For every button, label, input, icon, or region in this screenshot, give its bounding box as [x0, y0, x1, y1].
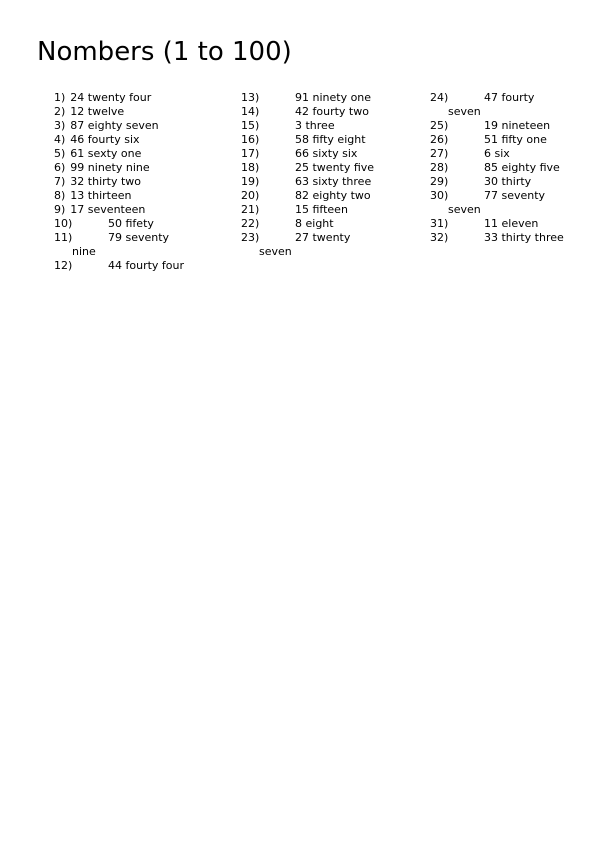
item-text: 6 six: [484, 147, 510, 160]
item-number: 6): [54, 161, 66, 174]
item-text-continuation: seven: [448, 105, 481, 118]
list-item: [241, 91, 426, 105]
item-number: 15): [241, 119, 260, 132]
item-number: 29): [430, 175, 449, 188]
item-number: 18): [241, 161, 260, 174]
list-item: [430, 119, 595, 133]
list-item: [54, 217, 234, 231]
list-item: [54, 175, 234, 189]
item-number: 24): [430, 91, 449, 104]
item-number: 20): [241, 189, 260, 202]
item-number: 27): [430, 147, 449, 160]
list-item: [430, 175, 595, 189]
item-number: 32): [430, 231, 449, 244]
item-text: 27 twenty: [295, 231, 351, 244]
item-text: 44 fourty four: [108, 259, 185, 272]
item-text: 32 thirty two: [70, 175, 142, 188]
item-text-continuation: seven: [448, 203, 481, 216]
list-item: [430, 133, 595, 147]
item-text: 11 eleven: [484, 217, 539, 230]
list-item: [54, 147, 234, 161]
item-text: 3 three: [295, 119, 335, 132]
item-text: 87 eighty seven: [70, 119, 159, 132]
item-text: 30 thirty: [484, 175, 532, 188]
item-text: 33 thirty three: [484, 231, 564, 244]
list-item: [54, 133, 234, 147]
list-item: [241, 231, 426, 259]
item-number: 21): [241, 203, 260, 216]
item-text-continuation: seven: [259, 245, 292, 258]
item-number: 8): [54, 189, 66, 202]
item-number: 1): [54, 91, 66, 104]
list-item: [241, 147, 426, 161]
item-text: 91 ninety one: [295, 91, 372, 104]
item-text: 24 twenty four: [70, 91, 152, 104]
item-number: 5): [54, 147, 66, 160]
item-text: 79 seventy: [108, 231, 170, 244]
item-text: 99 ninety nine: [70, 161, 150, 174]
item-text: 17 seventeen: [70, 203, 146, 216]
item-number: 13): [241, 91, 260, 104]
number-list-column-3: [430, 91, 595, 245]
item-number: 7): [54, 175, 66, 188]
item-text: 51 fifty one: [484, 133, 547, 146]
item-text: 66 sixty six: [295, 147, 358, 160]
item-number: 16): [241, 133, 260, 146]
item-text: 85 eighty five: [484, 161, 560, 174]
number-list-column-1: [54, 91, 234, 273]
list-item: [241, 217, 426, 231]
list-item: [241, 105, 426, 119]
list-item: [241, 203, 426, 217]
list-item: [430, 189, 595, 217]
item-number: 28): [430, 161, 449, 174]
list-item: [54, 203, 234, 217]
item-number: 10): [54, 217, 73, 230]
item-number: 22): [241, 217, 260, 230]
item-number: 2): [54, 105, 66, 118]
list-item: [430, 217, 595, 231]
page-title: Nombers (1 to 100): [37, 37, 292, 67]
list-item: [430, 147, 595, 161]
item-text-continuation: nine: [72, 245, 96, 258]
item-text: 46 fourty six: [70, 133, 140, 146]
list-item: [54, 91, 234, 105]
item-number: 30): [430, 189, 449, 202]
item-text: 19 nineteen: [484, 119, 551, 132]
list-item: [241, 161, 426, 175]
item-number: 31): [430, 217, 449, 230]
list-item: [54, 189, 234, 203]
list-item: [54, 231, 234, 259]
number-list-column-2: [241, 91, 426, 259]
item-text: 8 eight: [295, 217, 334, 230]
item-number: 19): [241, 175, 260, 188]
item-text: 58 fifty eight: [295, 133, 366, 146]
list-item: [241, 189, 426, 203]
item-text: 42 fourty two: [295, 105, 369, 118]
list-item: [241, 175, 426, 189]
item-number: 11): [54, 231, 73, 244]
item-number: 17): [241, 147, 260, 160]
item-text: 15 fifteen: [295, 203, 348, 216]
list-item: [241, 119, 426, 133]
list-item: [430, 91, 595, 119]
item-text: 61 sexty one: [70, 147, 142, 160]
list-item: [430, 231, 595, 245]
list-item: [241, 133, 426, 147]
list-item: [54, 259, 234, 273]
item-text: 13 thirteen: [70, 189, 132, 202]
item-number: 14): [241, 105, 260, 118]
item-text: 77 seventy: [484, 189, 546, 202]
item-text: 82 eighty two: [295, 189, 371, 202]
item-number: 23): [241, 231, 260, 244]
item-text: 25 twenty five: [295, 161, 375, 174]
item-text: 63 sixty three: [295, 175, 372, 188]
list-item: [430, 161, 595, 175]
item-text: 12 twelve: [70, 105, 125, 118]
item-text: 50 fifety: [108, 217, 154, 230]
item-number: 25): [430, 119, 449, 132]
item-number: 12): [54, 259, 73, 272]
list-item: [54, 105, 234, 119]
item-number: 3): [54, 119, 66, 132]
item-number: 26): [430, 133, 449, 146]
item-number: 9): [54, 203, 66, 216]
list-item: [54, 161, 234, 175]
item-number: 4): [54, 133, 66, 146]
item-text: 47 fourty: [484, 91, 535, 104]
list-item: [54, 119, 234, 133]
